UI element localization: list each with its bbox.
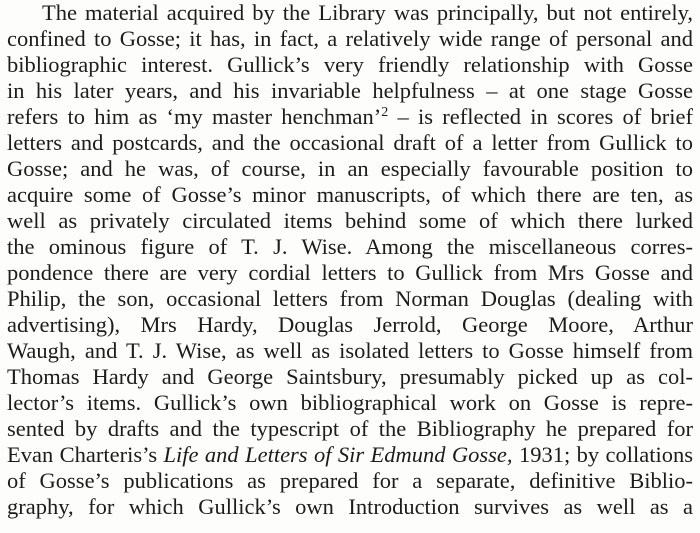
- text-line-10: [7, 234, 693, 260]
- line-text: letters and postcards, and the occasional draft of a letter from Gullick to: [7, 130, 693, 155]
- book-title-italic: Life and Letters of Sir Edmund Gosse,: [163, 442, 513, 467]
- line-text: Thomas Hardy and George Saintsbury, presumably picked up as col-: [7, 364, 693, 389]
- line-text: lector’s items. Gullick’s own bibliographical work on Gosse is repre-: [7, 390, 693, 415]
- line-text: advertising), Mrs Hardy, Douglas Jerrold, George Moore, Arthur: [7, 312, 693, 337]
- line-text: sented by drafts and the typescript of the Bibliography he prepared for: [7, 416, 693, 441]
- line-text: well as privately circulated items behind some of which there lurked: [7, 208, 693, 233]
- text-line-4: [7, 78, 693, 104]
- text-line-17: [7, 416, 693, 442]
- line-text: acquire some of Gosse’s minor manuscripts, of which there are ten, as: [7, 182, 693, 207]
- text-line-9: [7, 208, 693, 234]
- text-line-16: [7, 390, 693, 416]
- text-line-18: [7, 442, 693, 468]
- line-text: confined to Gosse; it has, in fact, a relatively wide range of personal and: [7, 26, 693, 51]
- text-line-15: [7, 364, 693, 390]
- text-line-6: [7, 130, 693, 156]
- line-text-after-title: 1931; by collations: [512, 442, 693, 467]
- text-line-8: [7, 182, 693, 208]
- text-line-11: [7, 260, 693, 286]
- line-text-before-footnote: refers to him as ‘my master henchman’: [7, 104, 382, 129]
- text-line-7: [7, 156, 693, 182]
- footnote-marker: 2: [381, 105, 389, 120]
- text-line-5: [7, 104, 693, 130]
- text-line-12: [7, 286, 693, 312]
- line-text: bibliographic interest. Gullick’s very friendly relationship with Gosse: [7, 52, 693, 77]
- line-text: Waugh, and T. J. Wise, as well as isolated letters to Gosse himself from: [7, 338, 693, 363]
- line-text-before-title: Evan Charteris’s: [7, 442, 164, 467]
- text-line-19: [7, 468, 693, 494]
- line-text: The material acquired by the Library was principally, but not entirely,: [42, 0, 693, 25]
- line-text: graphy, for which Gullick’s own Introduction survives as well as a: [7, 494, 693, 519]
- line-text: the ominous figure of T. J. Wise. Among the miscellaneous corres-: [7, 234, 693, 259]
- text-line-14: [7, 338, 693, 364]
- line-text: in his later years, and his invariable helpfulness – at one stage Gosse: [7, 78, 693, 103]
- text-line-13: [7, 312, 693, 338]
- line-text-after-footnote: – is reflected in scores of brief: [388, 104, 693, 129]
- line-text: of Gosse’s publications as prepared for a separate, definitive Biblio-: [7, 468, 693, 493]
- line-text: Philip, the son, occasional letters from Norman Douglas (dealing with: [7, 286, 693, 311]
- line-text: Gosse; and he was, of course, in an especially favourable position to: [7, 156, 693, 181]
- text-line-1: [42, 0, 693, 26]
- text-line-3: [7, 52, 693, 78]
- text-line-20: [7, 494, 693, 520]
- line-text: pondence there are very cordial letters to Gullick from Mrs Gosse and: [7, 260, 693, 285]
- text-line-2: [7, 26, 693, 52]
